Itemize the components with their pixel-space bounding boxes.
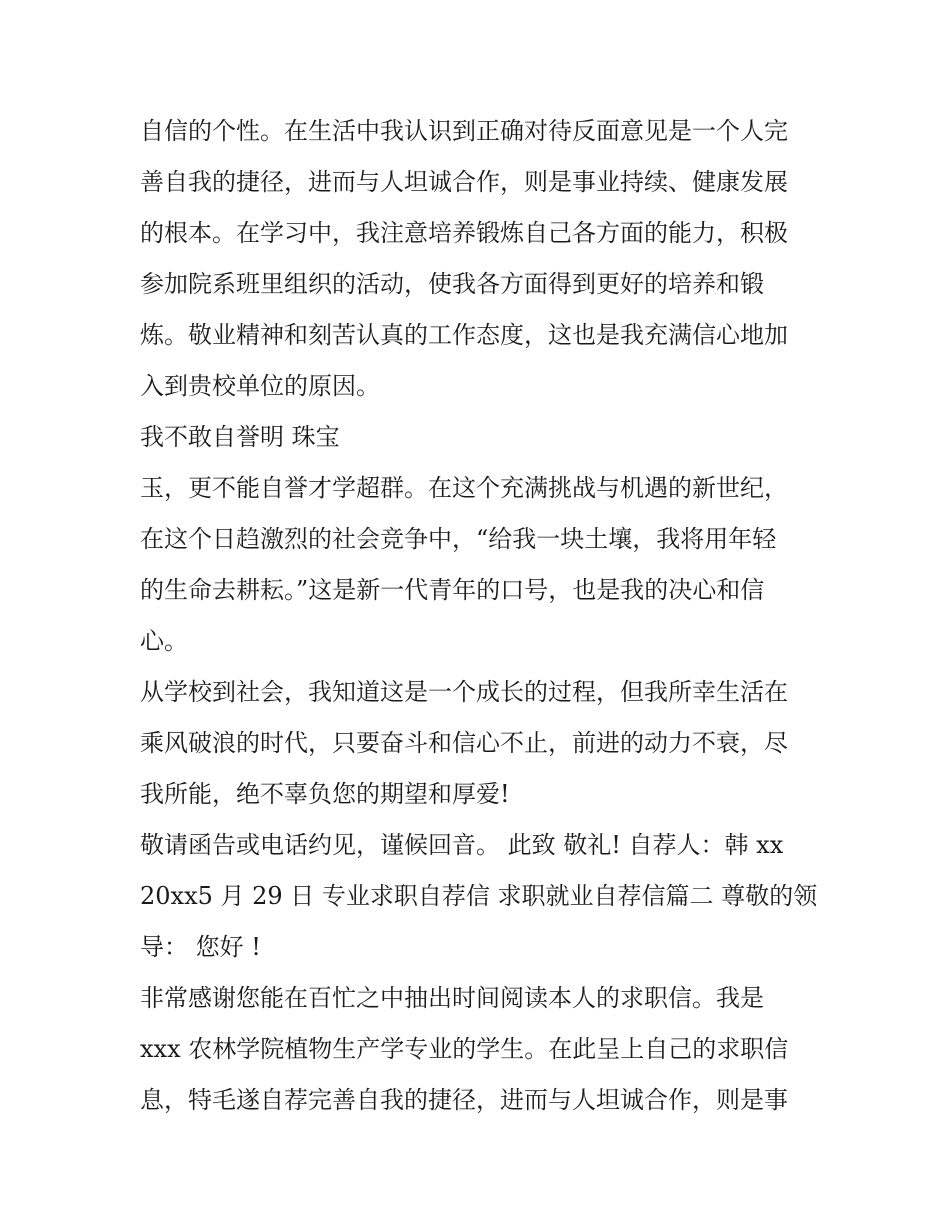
- text-line: 息，特毛遂自荐完善自我的捷径，进而与人坦诚合作，则是事: [140, 1086, 788, 1114]
- text-line: 在这个日趋激烈的社会竞争中，“给我一块土壤，我将用年轻: [140, 525, 777, 553]
- text-line: 的根本。在学习中，我注意培养锻炼自己各方面的能力，积极: [140, 219, 788, 247]
- text-line: 我所能，绝不辜负您的期望和厚爱!: [140, 780, 510, 808]
- text-line: 的生命去耕耘。”这是新一代青年的口号，也是我的决心和信: [140, 576, 765, 604]
- text-line: 从学校到社会，我知道这是一个成长的过程，但我所幸生活在: [140, 678, 788, 706]
- text-line: 20xx5 月 29 日 专业求职自荐信 求职就业自荐信篇二 尊敬的领: [140, 882, 818, 910]
- text-line: 乘风破浪的时代，只要奋斗和信心不止，前进的动力不衰，尽: [140, 729, 788, 757]
- text-line: 参加院系班里组织的活动，使我各方面得到更好的培养和锻: [140, 270, 764, 298]
- text-line: 我不敢自誉明 珠宝: [140, 423, 340, 451]
- text-line: 敬请函告或电话约见，谨候回音。 此致 敬礼! 自荐人：韩 xx: [140, 831, 784, 859]
- text-line: 心。: [140, 627, 188, 655]
- text-line: 炼。敬业精神和刻苦认真的工作态度，这也是我充满信心地加: [140, 321, 788, 349]
- letter-body: [140, 106, 820, 1126]
- text-line: 玉，更不能自誉才学超群。在这个充满挑战与机遇的新世纪，: [140, 474, 788, 502]
- text-line: 非常感谢您能在百忙之中抽出时间阅读本人的求职信。我是: [140, 984, 764, 1012]
- text-line: xxx 农林学院植物生产学专业的学生。在此呈上自己的求职信: [140, 1035, 789, 1063]
- text-line: 自信的个性。在生活中我认识到正确对待反面意见是一个人完: [140, 117, 788, 145]
- text-line: 入到贵校单位的原因。: [140, 372, 380, 400]
- text-line: 导： 您好 !: [140, 933, 261, 961]
- text-line: 善自我的捷径，进而与人坦诚合作，则是事业持续、健康发展: [140, 168, 788, 196]
